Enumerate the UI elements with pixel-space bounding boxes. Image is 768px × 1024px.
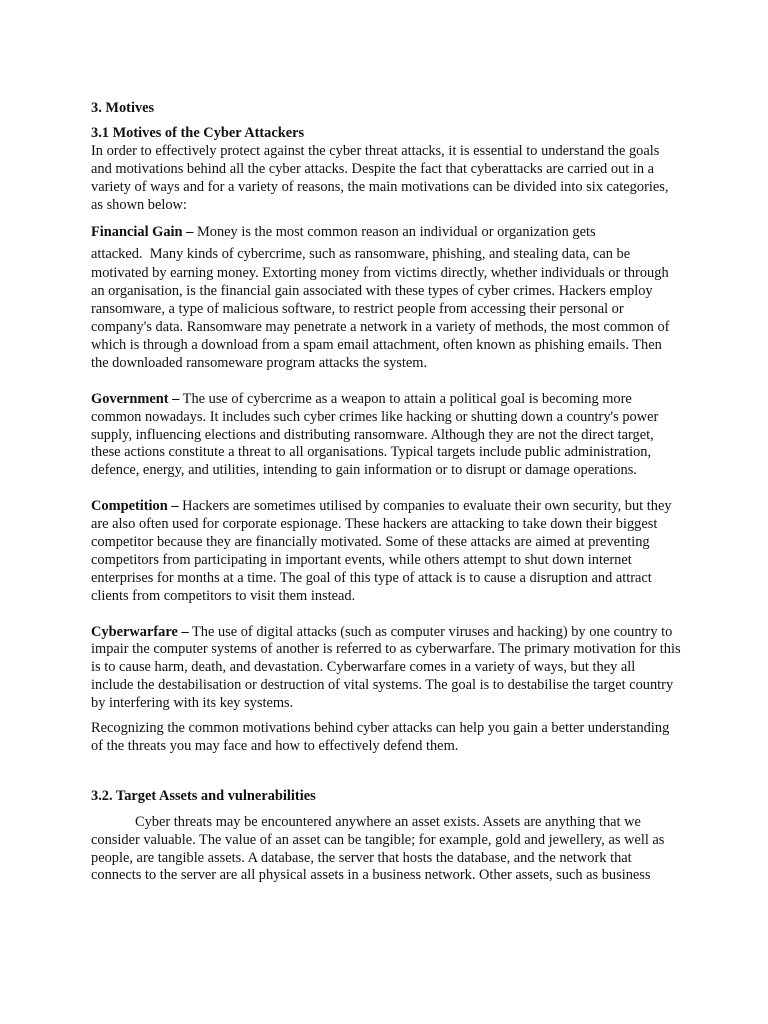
cyberwarfare-term: Cyberwarfare – — [91, 623, 189, 640]
cyberwarfare-paragraph — [91, 624, 681, 714]
cyberwarfare-text: The use of digital attacks (such as computer viruses and hacking) by one country to impair the computer systems of another is referred to as cyberwarfare. The primary motivation for this is to cause harm, death, and devastation. Cyberwarfare comes in a variety of ways, but they all include the destabilisation or destruction of vital systems. The goal is to destabilise the target country by interfering with its key systems. — [91, 623, 681, 712]
financial-gain-text: Many kinds of cybercrime, such as ransomware, phishing, and stealing data, can be motivated by earning money. Extorting money from victims directly, whether individuals or through an organisation, is the financial gain associated with these types of cyber crimes. Hackers employ ransomware, a type of malicious software, to restrict people from accessing their personal or company's data. Ransomware may penetrate a network in a variety of methods, the most common of which is through a download from a spam email attachment, often known as phishing emails. Then the downloaded ransomeware program attacks the system. — [91, 246, 670, 371]
competition-text: Hackers are sometimes utilised by companies to evaluate their own security, but they are also often used for corporate espionage. These hackers are attacking to take down their biggest competitor because they are financially motivated. Some of these attacks are aimed at preventing competitors from participating in important events, while others attempt to shut down internet enterprises for months at a time. The goal of this type of attack is to cause a disruption and attract clients from competitors to visit them instead. — [91, 498, 672, 604]
competition-paragraph — [91, 498, 681, 605]
subsection-heading-attacker-motives: 3.1 Motives of the Cyber Attackers — [91, 124, 305, 141]
document-page — [91, 100, 681, 885]
assets-paragraph: Cyber threats may be encountered anywhere an asset exists. Assets are anything that we consider valuable. The value of an asset can be tangible; for example, gold and jewellery, as well as people, are tangible assets. A database, the server that hosts the database, and the network that connects to the server are all physical assets in a business network. Other assets, such as business — [91, 813, 665, 884]
intro-paragraph: In order to effectively protect against the cyber threat attacks, it is essential to understand the goals and motivations behind all the cyber attacks. Despite the fact that cyberattacks are carried out in a variety of ways and for a variety of reasons, the main motivations can be divided into six categories, as shown below: — [91, 142, 669, 213]
financial-gain-paragraph — [91, 221, 681, 372]
financial-gain-first-text: Money is the most common reason an individual or organization gets attacked. — [91, 224, 596, 263]
section-heading-motives: 3. Motives — [91, 100, 155, 116]
subsection-heading-target-assets: 3.2. Target Assets and vulnerabilities — [91, 787, 316, 804]
financial-gain-term: Financial Gain – — [91, 224, 194, 241]
competition-term: Competition – — [91, 498, 179, 515]
conclusion-paragraph: Recognizing the common motivations behind cyber attacks can help you gain a better understanding of the threats you may face and how to effectively defend them. — [91, 720, 670, 754]
government-text: The use of cybercrime as a weapon to attain a political goal is becoming more common nowadays. It includes such cyber crimes like hacking or shutting down a country's power supply, influencing elections and distributing ransomware. Although they are not the direct target, these actions constitute a threat to all organisations. Typical targets include public administration, defence, energy, and utilities, intending to gain information or to disrupt or damage operations. — [91, 390, 659, 479]
government-term: Government – — [91, 390, 180, 407]
government-paragraph — [91, 391, 681, 481]
